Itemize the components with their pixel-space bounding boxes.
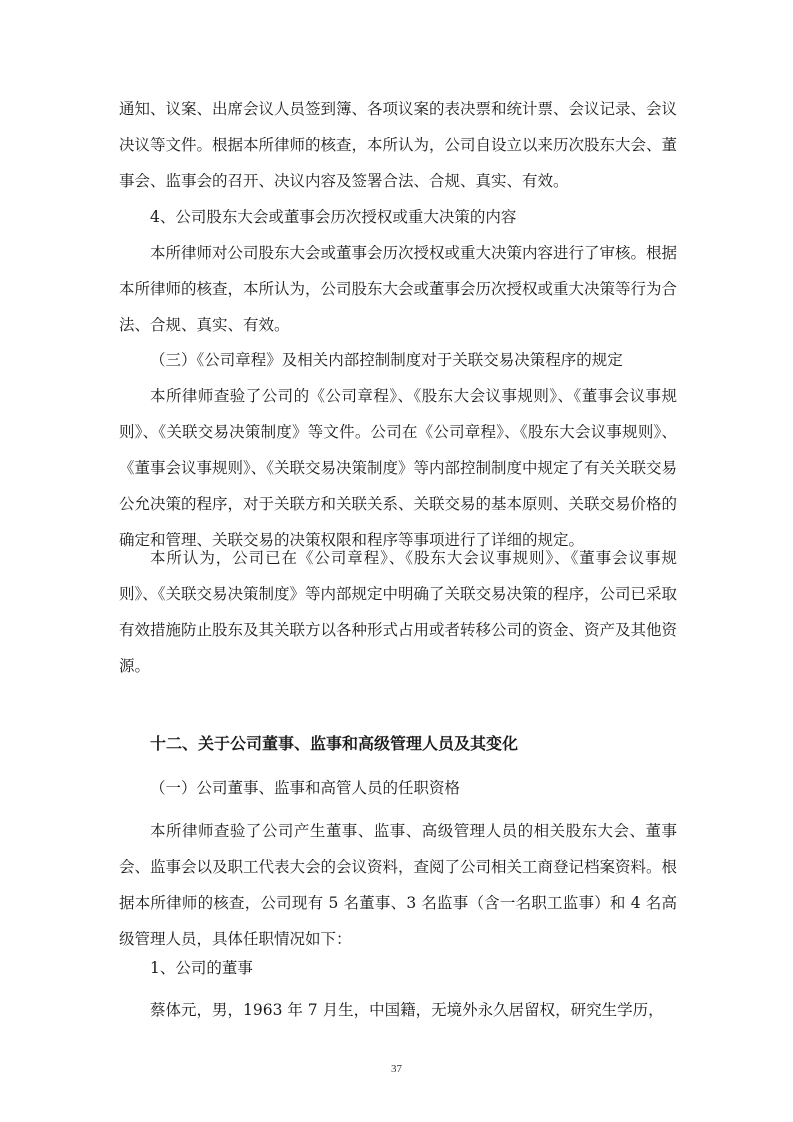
paragraph-meeting-documents: 通知、议案、出席会议人员签到簿、各项议案的表决票和统计票、会议记录、会议决议等文件。根据本所律师的核查，本所认为，公司自设立以来历次股东大会、董事会、监事会的召开、决议内容及签署合法、合规、真实、有效。 <box>119 100 678 190</box>
paragraph-authorization-review: 本所律师对公司股东大会或董事会历次授权或重大决策内容进行了审核。根据本所律师的核查，本所认为，公司股东大会或董事会历次授权或重大决策等行为合法、合规、真实、有效。 <box>119 244 678 334</box>
subheading-related-transactions: （三）《公司章程》及相关内部控制制度对于关联交易决策程序的规定 <box>150 351 623 369</box>
page-number: 37 <box>391 1063 402 1075</box>
paragraph-director-profile: 蔡体元，男，1963 年 7 月生，中国籍，无境外永久居留权，研究生学历， <box>150 1001 664 1019</box>
paragraph-directors-review: 本所律师查验了公司产生董事、监事、高级管理人员的相关股东大会、董事会、监事会以及职工代表大会的会议资料，查阅了公司相关工商登记档案资料。根据本所律师的核查，公司现有 5 名董事、3 名监事（含一名职工监事）和 4 名高级管理人员，具体任职情况如下： <box>119 822 678 948</box>
paragraph-related-transactions-rules: 本所律师查验了公司的《公司章程》、《股东大会议事规则》、《董事会议事规则》、《关联交易决策制度》等文件。公司在《公司章程》、《股东大会议事规则》、《董事会议事规则》、《关联交易决策制度》等内部控制制度中规定了有关关联交易公允决策的程序，对于关联方和关联关系、关联交易的基本原则、关联交易价格的确定和管理、关联交易的决策权限和程序等事项进行了详细的规定。 <box>119 387 678 549</box>
paragraph-related-transactions-conclusion: 本所认为，公司已在《公司章程》、《股东大会议事规则》、《董事会议事规则》、《关联交易决策制度》等内部规定中明确了关联交易决策的程序，公司已采取有效措施防止股东及其关联方以各种形式占用或者转移公司的资金、资产及其他资源。 <box>119 549 678 675</box>
section-heading-directors: 十二、关于公司董事、监事和高级管理人员及其变化 <box>150 734 519 753</box>
subheading-authorization: 4、公司股东大会或董事会历次授权或重大决策的内容 <box>150 208 517 226</box>
subheading-company-directors: 1、公司的董事 <box>150 959 253 977</box>
subheading-qualifications: （一）公司董事、监事和高管人员的任职资格 <box>150 779 461 797</box>
